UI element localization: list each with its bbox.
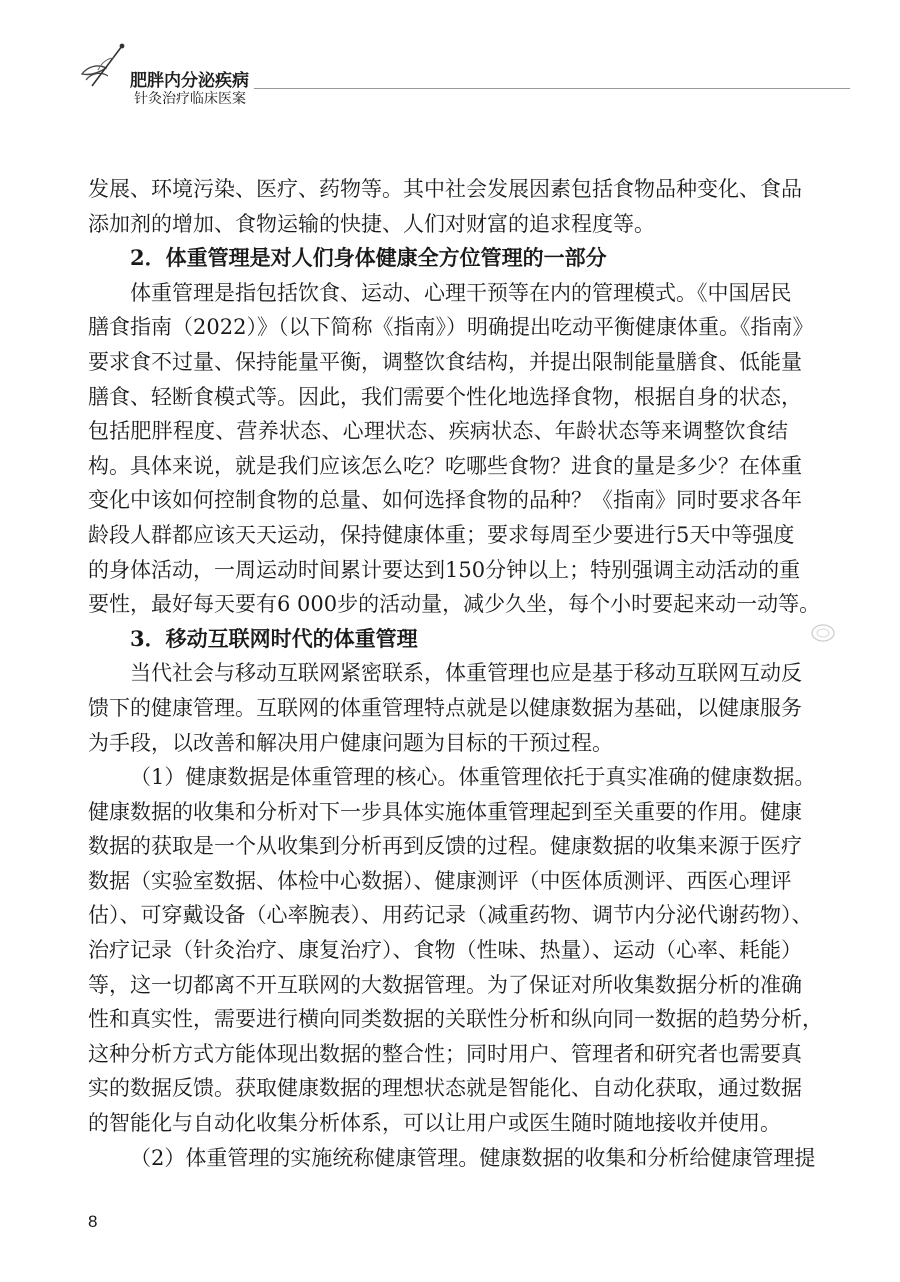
text-line: 等，这一切都离不开互联网的大数据管理。为了保证对所收集数据分析的准确: [88, 972, 802, 997]
edge-stamp-icon: [810, 622, 836, 644]
section-heading: 3．移动互联网时代的体重管理: [130, 625, 418, 651]
header-rule: [254, 88, 850, 89]
section-heading: 2．体重管理是对人们身体健康全方位管理的一部分: [130, 245, 607, 271]
text-line: 馈下的健康管理。互联网的体重管理特点就是以健康数据为基础，以健康服务: [88, 695, 802, 720]
series-title: 肥胖内分泌疾病: [130, 71, 249, 91]
text-line: （1）健康数据是体重管理的核心。体重管理依托于真实准确的健康数据。: [130, 765, 816, 790]
text-line: 的智能化与自动化收集分析体系，可以让用户或医生随时随地接收并使用。: [88, 1111, 781, 1136]
text-line: 的身体活动，一周运动时间累计要达到150分钟以上；特别强调主动活动的重: [88, 557, 801, 582]
text-line: 膳食指南（2022）》（以下简称《指南》）明确提出吃动平衡健康体重。《指南》: [88, 315, 814, 340]
text-line: 变化中该如何控制食物的总量、如何选择食物的品种？《指南》同时要求各年: [88, 488, 802, 513]
page-number: 8: [88, 1212, 98, 1231]
text-line: 龄段人群都应该天天运动，保持健康体重；要求每周至少要进行5天中等强度: [88, 522, 795, 547]
text-line: 估）、可穿戴设备（心率腕表）、用药记录（减重药物、调节内分泌代谢药物）、: [88, 903, 813, 928]
text-line: 要性，最好每天要有6 000步的活动量，减少久坐，每个小时要起来动一动等。: [88, 592, 821, 617]
text-line: 添加剂的增加、食物运输的快捷、人们对财富的追求程度等。: [88, 211, 655, 236]
running-header: [78, 40, 778, 107]
body-text: [88, 172, 823, 1175]
text-line: 构。具体来说，就是我们应该怎么吃？吃哪些食物？进食的量是多少？在体重: [88, 453, 802, 478]
text-line: 数据（实验室数据、体检中心数据）、健康测评（中医体质测评、西医心理评: [88, 868, 792, 893]
text-line: 体重管理是指包括饮食、运动、心理干预等在内的管理模式。《中国居民: [130, 280, 792, 305]
text-line: 治疗记录（针灸治疗、康复治疗）、食物（性味、热量）、运动（心率、耗能）: [88, 938, 802, 963]
text-line: 性和真实性，需要进行横向同类数据的关联性分析和纵向同一数据的趋势分析，: [88, 1007, 823, 1032]
series-subtitle: 针灸治疗临床医案: [134, 91, 246, 107]
acupuncture-needle-logo-icon: [78, 40, 128, 96]
text-line: 数据的获取是一个从收集到分析再到反馈的过程。健康数据的收集来源于医疗: [88, 834, 802, 859]
text-line: 要求食不过量、保持能量平衡，调整饮食结构，并提出限制能量膳食、低能量: [88, 349, 802, 374]
text-line: 实的数据反馈。获取健康数据的理想状态就是智能化、自动化获取，通过数据: [88, 1076, 802, 1101]
text-line: 当代社会与移动互联网紧密联系，体重管理也应是基于移动互联网互动反: [130, 661, 802, 686]
text-line: 健康数据的收集和分析对下一步具体实施体重管理起到至关重要的作用。健康: [88, 799, 802, 824]
text-line: 发展、环境污染、医疗、药物等。其中社会发展因素包括食物品种变化、食品: [88, 177, 802, 201]
text-line: （2）体重管理的实施统称健康管理。健康数据的收集和分析给健康管理提: [130, 1145, 816, 1170]
text-line: 膳食、轻断食模式等。因此，我们需要个性化地选择食物，根据自身的状态，: [88, 384, 802, 409]
text-line: 包括肥胖程度、营养状态、心理状态、疾病状态、年龄状态等来调整饮食结: [88, 419, 788, 444]
text-line: 这种分析方式方能体现出数据的整合性；同时用户、管理者和研究者也需要真: [88, 1041, 802, 1066]
text-line: 为手段，以改善和解决用户健康问题为目标的干预过程。: [88, 730, 613, 755]
